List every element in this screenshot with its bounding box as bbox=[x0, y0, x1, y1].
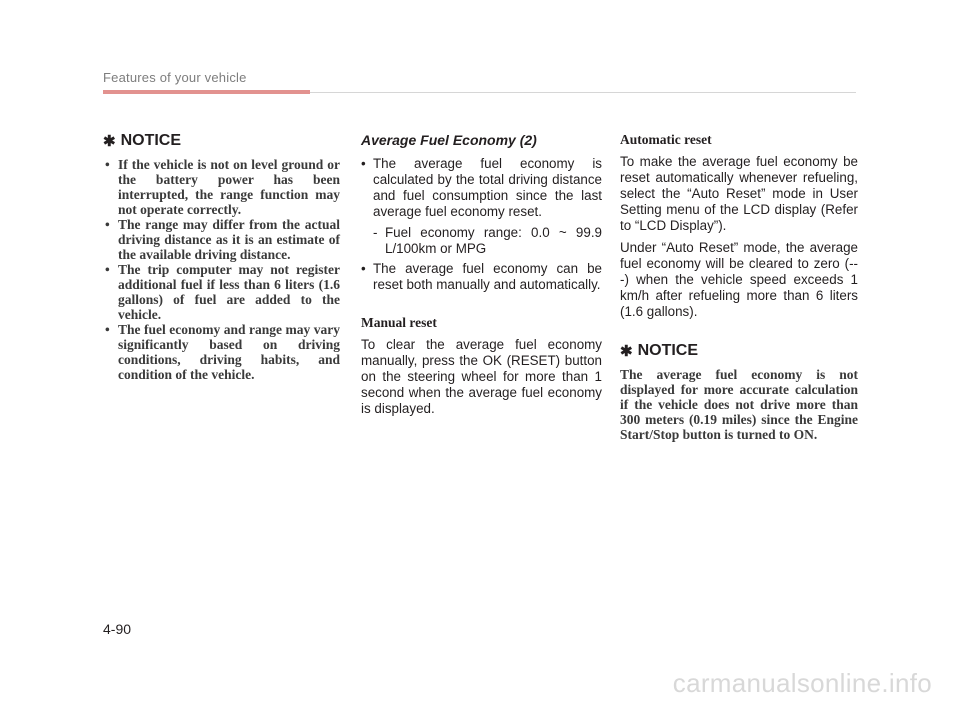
header-divider-rule bbox=[310, 92, 856, 93]
notice-item-fuel-register: • The trip computer may not register additional fuel if less than 6 liters (1.6 gallons) of fuel are added to the vehicle. bbox=[103, 262, 340, 322]
fuel-economy-calculation-text: The average fuel economy is calculated by the total driving distance and fuel consumption since the last average fuel economy reset. bbox=[373, 156, 602, 219]
fuel-economy-reset-item: • The average fuel economy can be reset both manually and automatically. bbox=[361, 261, 602, 293]
asterisk-cross-icon: ✱ bbox=[620, 343, 633, 360]
middle-column bbox=[361, 132, 602, 423]
notice-title-right: NOTICE bbox=[637, 342, 699, 359]
notice-item-level-ground: • If the vehicle is not on level ground or the battery power has been interrupted, the range function may not operate correctly. bbox=[103, 157, 340, 217]
notice-list bbox=[103, 157, 340, 382]
notice-heading-right bbox=[620, 342, 858, 360]
asterisk-cross-icon: ✱ bbox=[103, 133, 116, 150]
fuel-economy-list bbox=[361, 156, 602, 293]
notice-item-range-estimate: • The range may differ from the actual driving distance as it is an estimate of the available driving distance. bbox=[103, 217, 340, 262]
section-title: Average Fuel Economy (2) bbox=[361, 132, 537, 148]
header-accent-rule bbox=[103, 90, 310, 94]
fuel-economy-calculation-item bbox=[361, 156, 602, 257]
manual-reset-text: To clear the average fuel economy manually, press the OK (RESET) button on the steering wheel for more than 1 second when the average fuel economy is displayed. bbox=[361, 337, 602, 416]
fuel-economy-range-note: - Fuel economy range: 0.0 ~ 99.9 L/100km or MPG bbox=[373, 225, 602, 257]
automatic-reset-heading: Automatic reset bbox=[620, 132, 712, 147]
automatic-reset-paragraph-2: Under “Auto Reset” mode, the average fuel economy will be cleared to zero (---) when the vehicle speed exceeds 1 km/h after refueling more than 6 liters (1.6 gallons). bbox=[620, 240, 858, 319]
notice-text-right: The average fuel economy is not displayed for more accurate calculation if the vehicle does not drive more than 300 meters (0.19 miles) since the Engine Start/Stop button is turned to ON. bbox=[620, 367, 858, 442]
notice-item-variation: • The fuel economy and range may vary significantly based on driving conditions, driving habits, and condition of the vehicle. bbox=[103, 322, 340, 382]
notice-heading bbox=[103, 132, 340, 150]
notice-title: NOTICE bbox=[120, 132, 182, 149]
watermark: carmanualsonline.info bbox=[672, 668, 932, 698]
right-column bbox=[620, 132, 858, 442]
running-header: Features of your vehicle bbox=[103, 70, 247, 85]
left-column bbox=[103, 132, 340, 382]
automatic-reset-paragraph-1: To make the average fuel economy be reset automatically whenever refueling, select the “Auto Reset” mode in User Setting menu of the LCD display (Refer to “LCD Display”). bbox=[620, 154, 858, 233]
manual-reset-heading: Manual reset bbox=[361, 315, 437, 330]
page-number: 4-90 bbox=[103, 621, 132, 637]
